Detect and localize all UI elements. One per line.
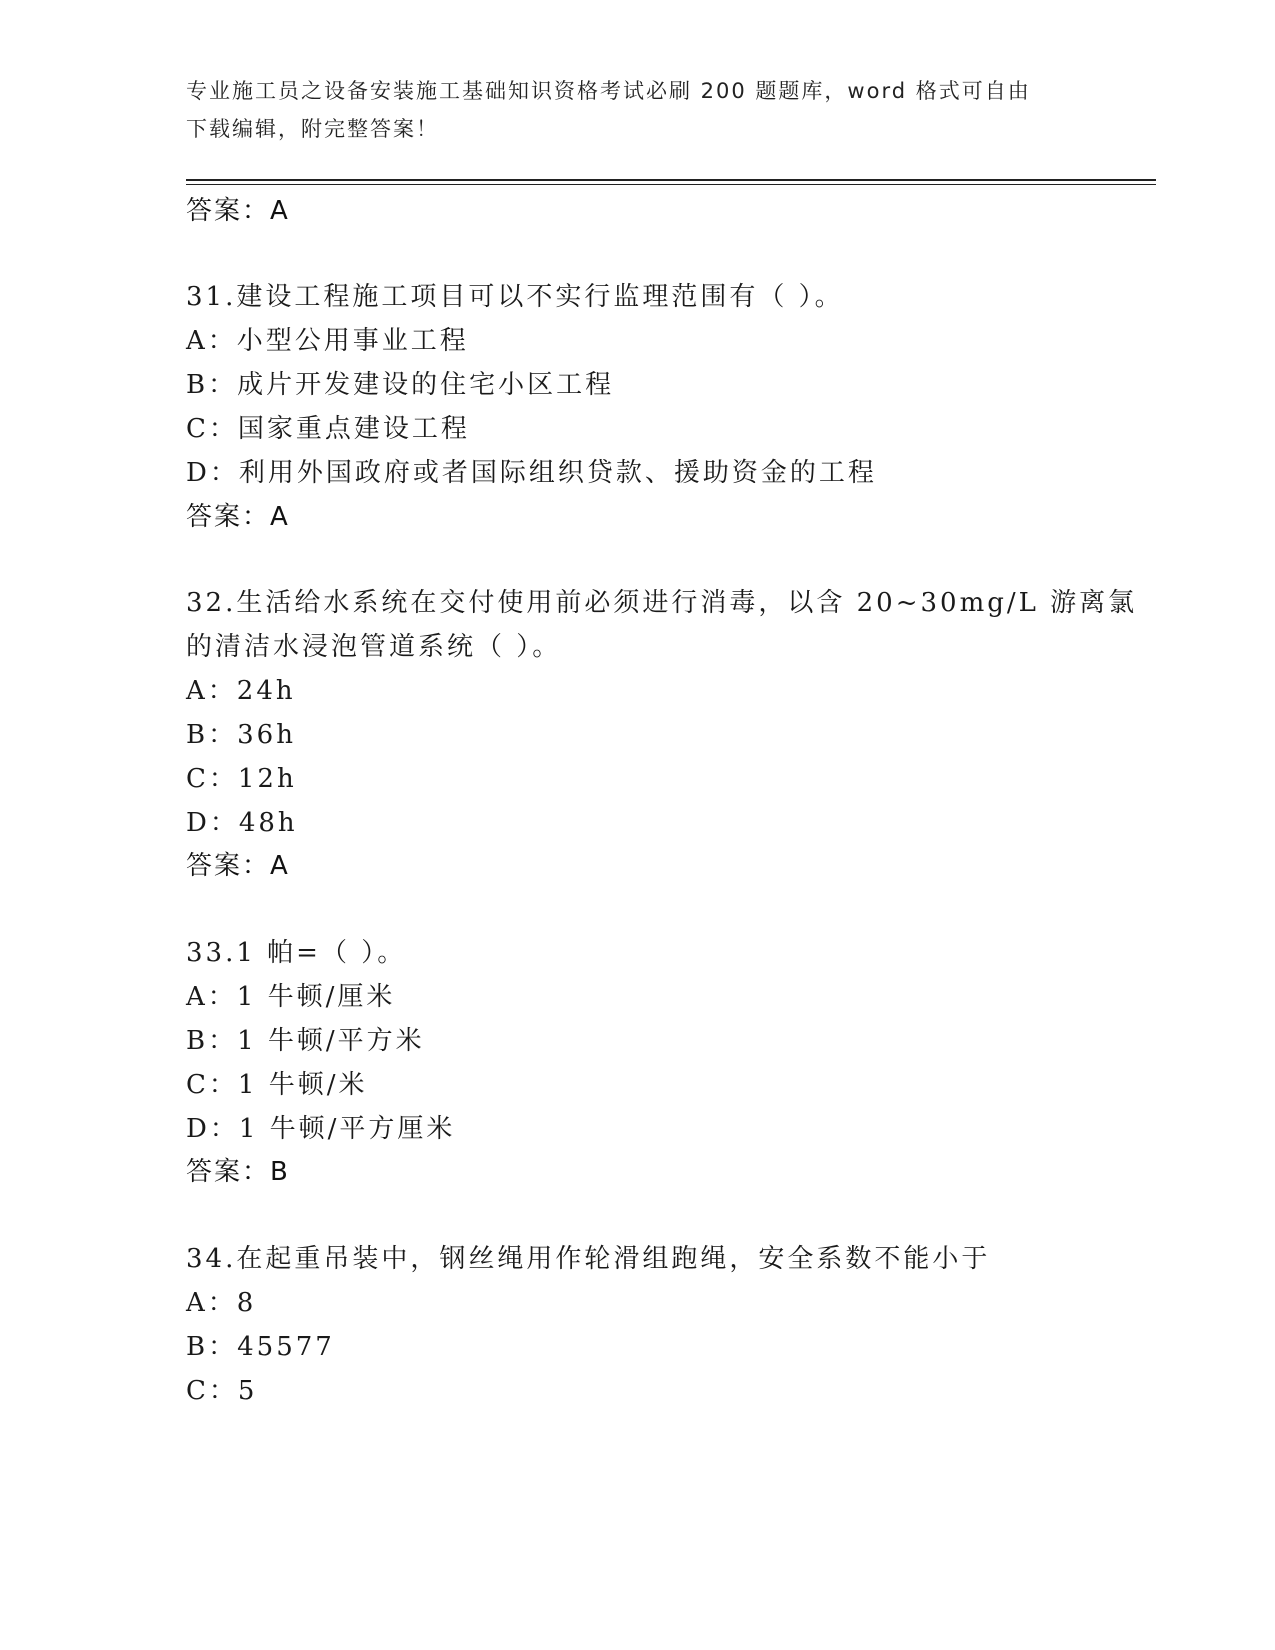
question-33-option-a: A：1 牛顿/厘米 [186, 982, 396, 1012]
question-34-option-a: A：8 [186, 1288, 257, 1318]
question-34-option-b: B：45577 [186, 1332, 335, 1362]
question-32-option-a: A：24h [186, 676, 296, 706]
question-32-stem-continued: 的清洁水浸泡管道系统（ ）。 [186, 632, 562, 662]
question-31-stem: 31.建设工程施工项目可以不实行监理范围有（ ）。 [186, 282, 844, 312]
question-32-stem: 32.生活给水系统在交付使用前必须进行消毒，以含 20~30mg/L 游离氯 [186, 588, 1138, 618]
question-31-option-d: D：利用外国政府或者国际组织贷款、援助资金的工程 [186, 458, 877, 488]
question-31-option-c: C：国家重点建设工程 [186, 414, 470, 444]
question-32-option-b: B：36h [186, 720, 296, 750]
question-33-option-c: C：1 牛顿/米 [186, 1070, 368, 1100]
document-header [186, 72, 1066, 148]
header-divider-thick [186, 179, 1156, 181]
header-line-2: 下载编辑，附完整答案！ [186, 117, 439, 141]
question-32-answer: 答案：A [186, 851, 290, 881]
question-31-option-b: B：成片开发建设的住宅小区工程 [186, 370, 615, 400]
question-33-stem: 33.1 帕=（ ）。 [186, 938, 407, 968]
question-34-option-c: C：5 [186, 1376, 258, 1406]
previous-answer: 答案：A [186, 196, 290, 226]
question-34-stem: 34.在起重吊装中，钢丝绳用作轮滑组跑绳，安全系数不能小于 [186, 1244, 991, 1274]
question-33-answer: 答案：B [186, 1157, 290, 1187]
question-31-answer: 答案：A [186, 502, 290, 532]
question-32-option-c: C：12h [186, 764, 297, 794]
question-33-option-d: D：1 牛顿/平方厘米 [186, 1114, 456, 1144]
question-33-option-b: B：1 牛顿/平方米 [186, 1026, 425, 1056]
question-31-option-a: A：小型公用事业工程 [186, 326, 469, 356]
question-32-option-d: D：48h [186, 808, 298, 838]
header-divider-thin [186, 184, 1156, 185]
header-line-1: 专业施工员之设备安装施工基础知识资格考试必刷 200 题题库，word 格式可自由 [186, 79, 1031, 103]
